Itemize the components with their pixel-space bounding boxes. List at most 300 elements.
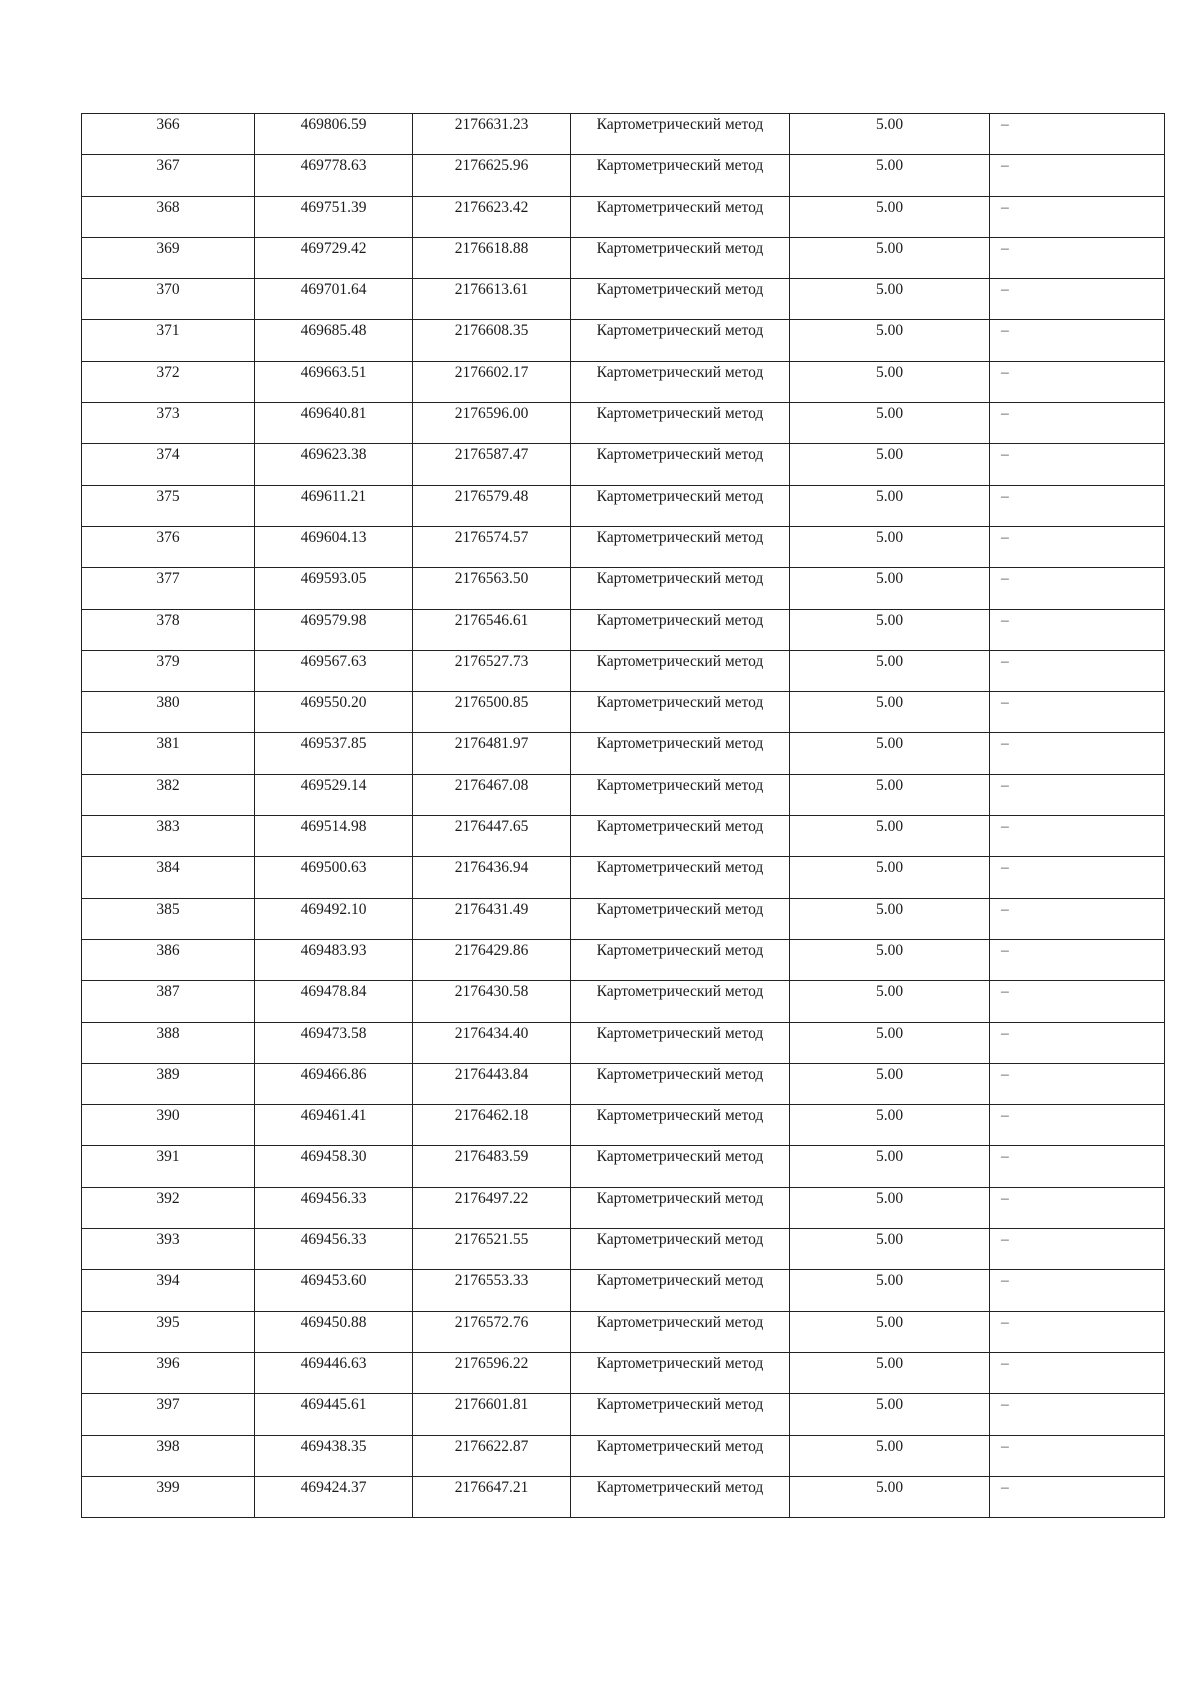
note-cell-text: – <box>1001 941 1009 959</box>
point-number-cell <box>82 650 255 691</box>
coordinate-x-cell <box>255 1063 413 1104</box>
point-number-cell-text: 372 <box>156 363 180 381</box>
table-row <box>82 981 1165 1022</box>
coordinates-table-body <box>82 114 1165 1518</box>
note-cell-text: – <box>1001 1354 1009 1372</box>
coordinate-y-cell-text: 2176521.55 <box>454 1231 529 1249</box>
method-cell-text: Картометрический метод <box>596 570 764 588</box>
method-cell <box>571 485 790 526</box>
coordinate-y-cell-text: 2176601.81 <box>454 1396 529 1414</box>
coordinate-x-cell <box>255 774 413 815</box>
coordinate-x-cell <box>255 320 413 361</box>
point-number-cell-text: 392 <box>156 1189 180 1207</box>
coordinate-x-cell <box>255 444 413 485</box>
coordinate-y-cell <box>413 1352 571 1393</box>
table-row <box>82 1063 1165 1104</box>
accuracy-cell-text: 5.00 <box>875 735 904 753</box>
point-number-cell <box>82 816 255 857</box>
point-number-cell-text: 382 <box>156 776 180 794</box>
coordinate-x-cell <box>255 692 413 733</box>
coordinate-y-cell-text: 2176618.88 <box>454 239 529 257</box>
accuracy-cell-text: 5.00 <box>875 983 904 1001</box>
point-number-cell <box>82 733 255 774</box>
coordinate-y-cell-text: 2176467.08 <box>454 776 529 794</box>
note-cell <box>990 1270 1165 1311</box>
point-number-cell-text: 391 <box>156 1148 180 1166</box>
table-row <box>82 320 1165 361</box>
coordinate-y-cell <box>413 733 571 774</box>
note-cell <box>990 237 1165 278</box>
coordinate-y-cell-text: 2176527.73 <box>454 652 529 670</box>
point-number-cell <box>82 1311 255 1352</box>
coordinate-y-cell-text: 2176429.86 <box>454 941 529 959</box>
note-cell-text: – <box>1001 322 1009 340</box>
point-number-cell <box>82 1146 255 1187</box>
note-cell-text: – <box>1001 818 1009 836</box>
point-number-cell-text: 373 <box>156 405 180 423</box>
coordinate-x-cell <box>255 485 413 526</box>
coordinate-y-cell-text: 2176462.18 <box>454 1107 529 1125</box>
accuracy-cell-text: 5.00 <box>875 570 904 588</box>
table-row <box>82 485 1165 526</box>
point-number-cell <box>82 1352 255 1393</box>
coordinate-x-cell-text: 469473.58 <box>300 1024 367 1042</box>
coordinate-y-cell <box>413 981 571 1022</box>
accuracy-cell <box>790 155 990 196</box>
point-number-cell <box>82 609 255 650</box>
coordinate-y-cell-text: 2176483.59 <box>454 1148 529 1166</box>
coordinate-y-cell-text: 2176430.58 <box>454 983 529 1001</box>
method-cell <box>571 1394 790 1435</box>
note-cell-text: – <box>1001 487 1009 505</box>
accuracy-cell <box>790 981 990 1022</box>
point-number-cell-text: 378 <box>156 611 180 629</box>
coordinate-y-cell <box>413 898 571 939</box>
note-cell-text: – <box>1001 1107 1009 1125</box>
coordinate-y-cell-text: 2176443.84 <box>454 1065 529 1083</box>
method-cell <box>571 444 790 485</box>
table-row <box>82 526 1165 567</box>
note-cell-text: – <box>1001 157 1009 175</box>
coordinate-y-cell-text: 2176647.21 <box>454 1478 529 1496</box>
point-number-cell <box>82 981 255 1022</box>
note-cell <box>990 403 1165 444</box>
coordinate-x-cell <box>255 196 413 237</box>
coordinate-y-cell <box>413 1146 571 1187</box>
point-number-cell-text: 370 <box>156 281 180 299</box>
method-cell <box>571 1311 790 1352</box>
coordinate-y-cell <box>413 1105 571 1146</box>
point-number-cell <box>82 485 255 526</box>
note-cell-text: – <box>1001 1189 1009 1207</box>
note-cell <box>990 857 1165 898</box>
point-number-cell-text: 393 <box>156 1231 180 1249</box>
coordinate-x-cell-text: 469778.63 <box>300 157 367 175</box>
accuracy-cell <box>790 692 990 733</box>
method-cell-text: Картометрический метод <box>596 363 764 381</box>
accuracy-cell <box>790 237 990 278</box>
accuracy-cell <box>790 1476 990 1517</box>
coordinate-y-cell-text: 2176546.61 <box>454 611 529 629</box>
coordinate-y-cell-text: 2176602.17 <box>454 363 529 381</box>
accuracy-cell <box>790 1187 990 1228</box>
table-row <box>82 1146 1165 1187</box>
accuracy-cell-text: 5.00 <box>875 1313 904 1331</box>
method-cell <box>571 857 790 898</box>
table-row <box>82 1229 1165 1270</box>
table-row <box>82 1352 1165 1393</box>
coordinate-x-cell <box>255 609 413 650</box>
note-cell-text: – <box>1001 363 1009 381</box>
coordinate-x-cell-text: 469611.21 <box>300 487 367 505</box>
accuracy-cell <box>790 526 990 567</box>
coordinate-x-cell-text: 469529.14 <box>300 776 367 794</box>
method-cell <box>571 1187 790 1228</box>
note-cell-text: – <box>1001 983 1009 1001</box>
point-number-cell <box>82 1229 255 1270</box>
method-cell <box>571 1022 790 1063</box>
point-number-cell-text: 389 <box>156 1065 180 1083</box>
coordinate-y-cell <box>413 114 571 155</box>
accuracy-cell-text: 5.00 <box>875 198 904 216</box>
accuracy-cell-text: 5.00 <box>875 941 904 959</box>
coordinate-x-cell-text: 469445.61 <box>300 1396 367 1414</box>
coordinate-y-cell <box>413 1229 571 1270</box>
method-cell-text: Картометрический метод <box>596 1478 764 1496</box>
coordinate-x-cell <box>255 733 413 774</box>
coordinate-y-cell <box>413 939 571 980</box>
method-cell <box>571 568 790 609</box>
accuracy-cell-text: 5.00 <box>875 1065 904 1083</box>
coordinate-y-cell <box>413 526 571 567</box>
method-cell-text: Картометрический метод <box>596 1024 764 1042</box>
coordinate-x-cell-text: 469500.63 <box>300 859 367 877</box>
coordinate-x-cell-text: 469663.51 <box>300 363 367 381</box>
coordinate-x-cell-text: 469438.35 <box>300 1437 367 1455</box>
coordinate-y-cell-text: 2176434.40 <box>454 1024 529 1042</box>
coordinate-y-cell-text: 2176631.23 <box>454 116 529 133</box>
method-cell-text: Картометрический метод <box>596 1148 764 1166</box>
method-cell-text: Картометрический метод <box>596 859 764 877</box>
point-number-cell <box>82 1476 255 1517</box>
note-cell-text: – <box>1001 611 1009 629</box>
coordinate-x-cell <box>255 114 413 155</box>
method-cell-text: Картометрический метод <box>596 1231 764 1249</box>
accuracy-cell <box>790 733 990 774</box>
method-cell-text: Картометрический метод <box>596 900 764 918</box>
note-cell <box>990 1352 1165 1393</box>
method-cell <box>571 692 790 733</box>
coordinate-x-cell <box>255 650 413 691</box>
table-row <box>82 1476 1165 1517</box>
coordinate-y-cell <box>413 650 571 691</box>
coordinate-y-cell <box>413 1270 571 1311</box>
method-cell <box>571 1352 790 1393</box>
note-cell-text: – <box>1001 1065 1009 1083</box>
method-cell-text: Картометрический метод <box>596 1065 764 1083</box>
note-cell <box>990 361 1165 402</box>
table-row <box>82 857 1165 898</box>
note-cell <box>990 898 1165 939</box>
coordinate-y-cell <box>413 774 571 815</box>
accuracy-cell-text: 5.00 <box>875 1272 904 1290</box>
point-number-cell <box>82 568 255 609</box>
coordinate-y-cell-text: 2176623.42 <box>454 198 529 216</box>
point-number-cell <box>82 320 255 361</box>
point-number-cell <box>82 155 255 196</box>
coordinate-y-cell-text: 2176608.35 <box>454 322 529 340</box>
table-row <box>82 361 1165 402</box>
note-cell <box>990 196 1165 237</box>
table-row <box>82 1270 1165 1311</box>
method-cell-text: Картометрический метод <box>596 322 764 340</box>
coordinate-x-cell-text: 469456.33 <box>300 1189 367 1207</box>
coordinate-x-cell <box>255 279 413 320</box>
coordinate-y-cell <box>413 403 571 444</box>
accuracy-cell <box>790 444 990 485</box>
method-cell <box>571 1229 790 1270</box>
coordinate-y-cell-text: 2176563.50 <box>454 570 529 588</box>
note-cell <box>990 1476 1165 1517</box>
coordinate-x-cell <box>255 1229 413 1270</box>
accuracy-cell-text: 5.00 <box>875 157 904 175</box>
coordinate-y-cell <box>413 320 571 361</box>
note-cell-text: – <box>1001 652 1009 670</box>
coordinate-y-cell <box>413 568 571 609</box>
table-row <box>82 155 1165 196</box>
note-cell-text: – <box>1001 1313 1009 1331</box>
method-cell <box>571 279 790 320</box>
accuracy-cell-text: 5.00 <box>875 1189 904 1207</box>
method-cell <box>571 155 790 196</box>
method-cell-text: Картометрический метод <box>596 1189 764 1207</box>
note-cell-text: – <box>1001 405 1009 423</box>
point-number-cell-text: 366 <box>156 116 180 133</box>
point-number-cell <box>82 774 255 815</box>
method-cell <box>571 1063 790 1104</box>
coordinate-x-cell-text: 469424.37 <box>300 1478 367 1496</box>
coordinate-x-cell-text: 469461.41 <box>300 1107 367 1125</box>
table-row <box>82 898 1165 939</box>
accuracy-cell <box>790 1435 990 1476</box>
note-cell-text: – <box>1001 1437 1009 1455</box>
coordinate-y-cell <box>413 1063 571 1104</box>
note-cell-text: – <box>1001 1148 1009 1166</box>
coordinate-x-cell <box>255 1146 413 1187</box>
method-cell-text: Картометрический метод <box>596 818 764 836</box>
coordinate-x-cell-text: 469550.20 <box>300 694 367 712</box>
note-cell <box>990 526 1165 567</box>
coordinate-y-cell-text: 2176500.85 <box>454 694 529 712</box>
coordinate-x-cell-text: 469450.88 <box>300 1313 367 1331</box>
table-row <box>82 403 1165 444</box>
accuracy-cell <box>790 1352 990 1393</box>
note-cell-text: – <box>1001 859 1009 877</box>
coordinate-x-cell-text: 469751.39 <box>300 198 367 216</box>
point-number-cell-text: 376 <box>156 528 180 546</box>
point-number-cell <box>82 403 255 444</box>
note-cell-text: – <box>1001 446 1009 464</box>
coordinate-y-cell-text: 2176596.22 <box>454 1354 529 1372</box>
coordinate-y-cell <box>413 816 571 857</box>
method-cell <box>571 898 790 939</box>
note-cell <box>990 816 1165 857</box>
note-cell <box>990 1146 1165 1187</box>
accuracy-cell <box>790 403 990 444</box>
coordinate-y-cell-text: 2176572.76 <box>454 1313 529 1331</box>
point-number-cell-text: 394 <box>156 1272 180 1290</box>
method-cell-text: Картометрический метод <box>596 735 764 753</box>
method-cell-text: Картометрический метод <box>596 528 764 546</box>
method-cell-text: Картометрический метод <box>596 1313 764 1331</box>
accuracy-cell <box>790 774 990 815</box>
accuracy-cell <box>790 1270 990 1311</box>
note-cell-text: – <box>1001 1272 1009 1290</box>
note-cell <box>990 444 1165 485</box>
coordinate-y-cell <box>413 444 571 485</box>
accuracy-cell-text: 5.00 <box>875 1107 904 1125</box>
accuracy-cell <box>790 1311 990 1352</box>
method-cell-text: Картометрический метод <box>596 239 764 257</box>
accuracy-cell <box>790 196 990 237</box>
method-cell-text: Картометрический метод <box>596 1107 764 1125</box>
point-number-cell <box>82 279 255 320</box>
point-number-cell <box>82 857 255 898</box>
coordinate-y-cell-text: 2176613.61 <box>454 281 529 299</box>
method-cell <box>571 774 790 815</box>
note-cell-text: – <box>1001 198 1009 216</box>
point-number-cell <box>82 444 255 485</box>
coordinate-y-cell <box>413 609 571 650</box>
accuracy-cell-text: 5.00 <box>875 1231 904 1249</box>
method-cell <box>571 939 790 980</box>
accuracy-cell-text: 5.00 <box>875 1354 904 1372</box>
note-cell-text: – <box>1001 570 1009 588</box>
accuracy-cell <box>790 857 990 898</box>
note-cell <box>990 320 1165 361</box>
accuracy-cell-text: 5.00 <box>875 900 904 918</box>
coordinate-y-cell-text: 2176553.33 <box>454 1272 529 1290</box>
method-cell-text: Картометрический метод <box>596 198 764 216</box>
method-cell-text: Картометрический метод <box>596 446 764 464</box>
point-number-cell <box>82 114 255 155</box>
table-row <box>82 939 1165 980</box>
coordinate-y-cell-text: 2176625.96 <box>454 157 529 175</box>
coordinate-x-cell <box>255 403 413 444</box>
coordinate-x-cell <box>255 1394 413 1435</box>
accuracy-cell <box>790 816 990 857</box>
coordinate-x-cell-text: 469685.48 <box>300 322 367 340</box>
table-row <box>82 774 1165 815</box>
coordinate-x-cell <box>255 1187 413 1228</box>
point-number-cell-text: 369 <box>156 239 180 257</box>
note-cell <box>990 279 1165 320</box>
point-number-cell-text: 399 <box>156 1478 180 1496</box>
coordinate-y-cell <box>413 361 571 402</box>
note-cell <box>990 114 1165 155</box>
table-row <box>82 1435 1165 1476</box>
accuracy-cell <box>790 1063 990 1104</box>
method-cell-text: Картометрический метод <box>596 694 764 712</box>
coordinate-x-cell-text: 469514.98 <box>300 818 367 836</box>
coordinate-y-cell <box>413 196 571 237</box>
coordinate-y-cell <box>413 1476 571 1517</box>
table-row <box>82 444 1165 485</box>
point-number-cell <box>82 692 255 733</box>
coordinate-x-cell <box>255 816 413 857</box>
accuracy-cell <box>790 485 990 526</box>
coordinate-x-cell-text: 469623.38 <box>300 446 367 464</box>
point-number-cell-text: 379 <box>156 652 180 670</box>
accuracy-cell <box>790 939 990 980</box>
table-row <box>82 1394 1165 1435</box>
note-cell-text: – <box>1001 1396 1009 1414</box>
coordinate-x-cell-text: 469604.13 <box>300 528 367 546</box>
accuracy-cell <box>790 898 990 939</box>
point-number-cell <box>82 898 255 939</box>
point-number-cell-text: 377 <box>156 570 180 588</box>
accuracy-cell-text: 5.00 <box>875 1396 904 1414</box>
point-number-cell <box>82 1105 255 1146</box>
point-number-cell-text: 390 <box>156 1107 180 1125</box>
point-number-cell-text: 388 <box>156 1024 180 1042</box>
method-cell-text: Картометрический метод <box>596 776 764 794</box>
coordinate-x-cell-text: 469446.63 <box>300 1354 367 1372</box>
table-row <box>82 196 1165 237</box>
coordinate-x-cell <box>255 155 413 196</box>
accuracy-cell-text: 5.00 <box>875 116 904 133</box>
coordinate-x-cell <box>255 361 413 402</box>
coordinate-x-cell <box>255 981 413 1022</box>
table-row <box>82 114 1165 155</box>
coordinate-x-cell-text: 469567.63 <box>300 652 367 670</box>
coordinate-x-cell-text: 469453.60 <box>300 1272 367 1290</box>
coordinate-x-cell-text: 469458.30 <box>300 1148 367 1166</box>
coordinate-x-cell-text: 469729.42 <box>300 239 367 257</box>
coordinates-table <box>81 113 1165 1518</box>
coordinate-x-cell-text: 469806.59 <box>300 116 367 133</box>
point-number-cell-text: 385 <box>156 900 180 918</box>
method-cell-text: Картометрический метод <box>596 157 764 175</box>
method-cell <box>571 114 790 155</box>
coordinate-y-cell <box>413 1022 571 1063</box>
accuracy-cell-text: 5.00 <box>875 405 904 423</box>
table-row <box>82 237 1165 278</box>
point-number-cell <box>82 1394 255 1435</box>
accuracy-cell <box>790 279 990 320</box>
note-cell-text: – <box>1001 735 1009 753</box>
coordinate-x-cell-text: 469537.85 <box>300 735 367 753</box>
coordinate-y-cell <box>413 155 571 196</box>
note-cell <box>990 1187 1165 1228</box>
method-cell-text: Картометрический метод <box>596 652 764 670</box>
point-number-cell-text: 397 <box>156 1396 180 1414</box>
coordinate-y-cell <box>413 692 571 733</box>
note-cell <box>990 692 1165 733</box>
table-row <box>82 816 1165 857</box>
point-number-cell-text: 383 <box>156 818 180 836</box>
point-number-cell <box>82 361 255 402</box>
method-cell <box>571 526 790 567</box>
note-cell-text: – <box>1001 528 1009 546</box>
note-cell-text: – <box>1001 1231 1009 1249</box>
method-cell <box>571 981 790 1022</box>
table-row <box>82 609 1165 650</box>
coordinate-x-cell <box>255 568 413 609</box>
method-cell <box>571 1105 790 1146</box>
point-number-cell <box>82 1022 255 1063</box>
note-cell-text: – <box>1001 116 1009 133</box>
